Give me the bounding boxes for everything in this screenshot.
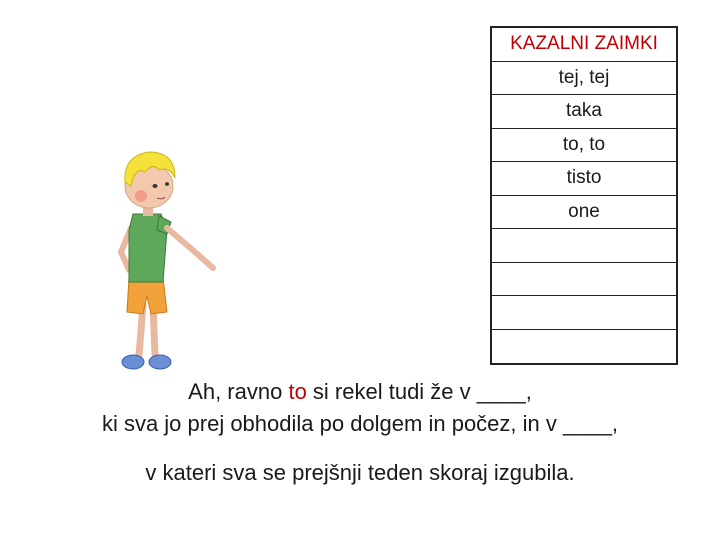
- pronoun-table-row-empty: [492, 296, 676, 330]
- pronoun-table-row: one: [492, 196, 676, 230]
- pronoun-table-row: tej, tej: [492, 62, 676, 96]
- pronoun-table-row-empty: [492, 330, 676, 364]
- sentence-line-1: [0, 379, 720, 405]
- pronoun-table-row-empty: [492, 263, 676, 297]
- sentence-line-2: ki sva jo prej obhodila po dolgem in počez, in v ____,: [101, 411, 619, 436]
- pronoun-table-row-empty: [492, 229, 676, 263]
- highlighted-pronoun: to: [288, 379, 307, 404]
- pointing-boy-illustration: [105, 130, 225, 380]
- pronoun-table-row: taka: [492, 95, 676, 129]
- pronoun-table-row: to, to: [492, 129, 676, 163]
- sentence-text: si rekel tudi že v ____,: [306, 379, 532, 404]
- pronoun-table-header: KAZALNI ZAIMKI: [492, 28, 676, 62]
- sentence-line-3: v kateri sva se prejšnji teden skoraj izgubila.: [145, 460, 575, 485]
- pronoun-table: [490, 26, 678, 365]
- sentence-text: Ah, ravno: [188, 379, 289, 404]
- pronoun-table-row: tisto: [492, 162, 676, 196]
